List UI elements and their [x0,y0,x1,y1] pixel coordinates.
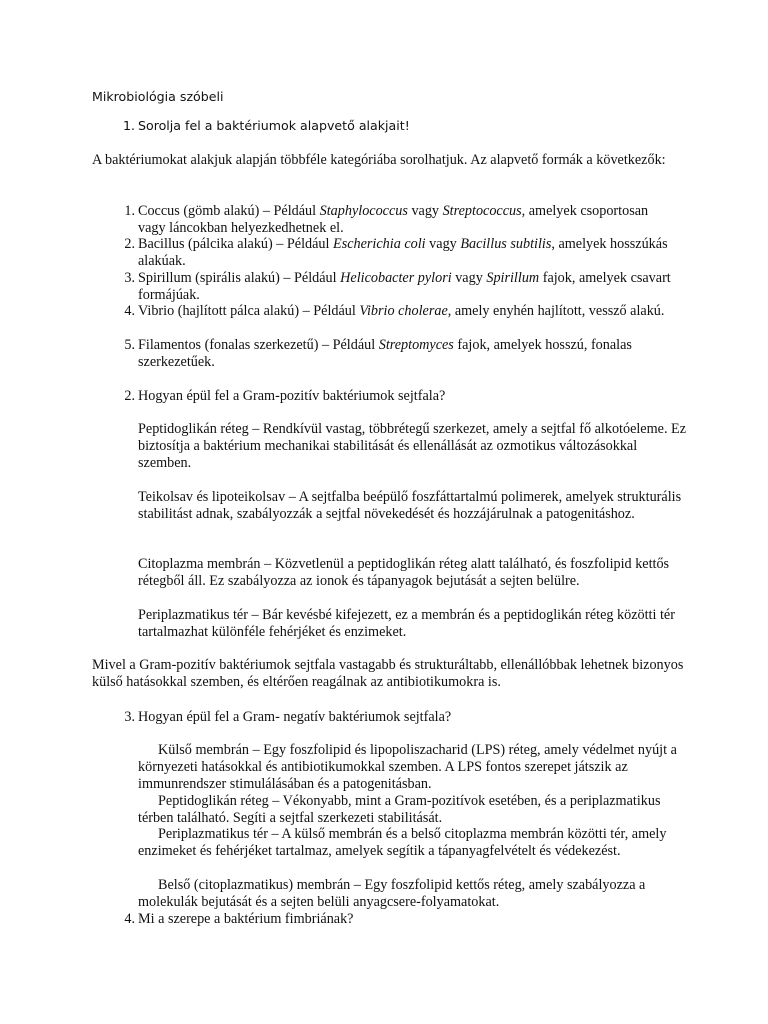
question-2-text: Hogyan épül fel a Gram-pozitív baktériumok sejtfala? [138,388,446,404]
gram-positive-summary: Mivel a Gram-pozitív baktériumok sejtfala vastagabb és strukturáltabb, ellenállóbbak lehetnek bizonyos külső hatásokkal szemben, és eltérően reagálnak az antibiotikumokra is. [92,657,684,690]
question-3-text: Hogyan épül fel a Gram- negatív baktériumok sejtfala? [138,709,452,725]
shape-3-number: 3. [124,270,135,286]
gram-positive-peptidoglycan: Peptidoglikán réteg – Rendkívül vastag, többrétegű szerkezet, amely a sejtfal fő alkotóeleme. Ez biztosítja a baktérium mechanikai stabilitását és ellenállását az ozmotikus változásokkal szemben. [138,421,686,471]
question-1-text: Sorolja fel a baktériumok alapvető alakjait! [138,118,410,133]
gram-negative-inner-membrane: Belső (citoplazmatikus) membrán – Egy foszfolipid kettős réteg, amely szabályozza a molekulák bejutását és a sejten belüli anyagcsere-folyamatokat. [138,877,646,910]
gram-negative-periplasmic-space: Periplazmatikus tér – A külső membrán és a belső citoplazma membrán közötti tér, amely enzimeket és fehérjéket tartalmaz, amelyek segítik a tápanyagfelvételt és védekezést. [138,826,667,859]
question-3-number: 3. [124,709,135,725]
gram-positive-periplasmic-space: Periplazmatikus tér – Bár kevésbé kifejezett, ez a membrán és a peptidoglikán réteg közötti tér tartalmazhat különféle fehérjéket és enzimeket. [138,607,675,640]
shape-5-item: Filamentos (fonalas szerkezetű) – Például Streptomyces fajok, amelyek hosszú, fonalas szerkezetűek. [138,337,632,370]
shape-3-item: Spirillum (spirális alakú) – Például Helicobacter pylori vagy Spirillum fajok, amelyek csavart formájúak. [138,270,671,303]
gram-negative-peptidoglycan: Peptidoglikán réteg – Vékonyabb, mint a Gram-pozitívok esetében, és a periplazmatikus térben található. Segíti a sejtfal szerkezeti stabilitását. [138,793,661,826]
intro-paragraph: A baktériumokat alakjuk alapján többféle kategóriába sorolhatjuk. Az alapvető formák a következők: [92,152,666,168]
gram-negative-outer-membrane: Külső membrán – Egy foszfolipid és lipopoliszacharid (LPS) réteg, amely védelmet nyújt a környezeti hatásokkal és antibiotikumokkal szemben. A LPS fontos szerepet játszik az immunrendszer stimulálásában és a patogenitásban. [138,742,677,792]
question-1-number: 1. [122,118,135,133]
question-2-number: 2. [124,388,135,404]
shape-5-number: 5. [124,337,135,353]
shape-4-number: 4. [124,303,135,319]
document-title: Mikrobiológia szóbeli [92,89,224,104]
question-4-text: Mi a szerepe a baktérium fimbriának? [138,911,354,927]
shape-1-number: 1. [124,203,135,219]
shape-2-item: Bacillus (pálcika alakú) – Például Escherichia coli vagy Bacillus subtilis, amelyek hosszúkás alakúak. [138,236,668,269]
shape-2-number: 2. [124,236,135,252]
shape-4-item: Vibrio (hajlított pálca alakú) – Például Vibrio cholerae, amely enyhén hajlított, vessző alakú. [138,303,665,319]
gram-positive-teichoic-acid: Teikolsav és lipoteikolsav – A sejtfalba beépülő foszfáttartalmú polimerek, amelyek strukturális stabilitást adnak, szabályozzák a sejtfal növekedését és hozzájárulnak a patogenitáshoz. [138,489,682,522]
gram-positive-cytoplasmic-membrane: Citoplazma membrán – Közvetlenül a peptidoglikán réteg alatt található, és foszfolipid kettős rétegből áll. Ez szabályozza az ionok és tápanyagok bejutását a sejten belülre. [138,556,670,589]
question-4-number: 4. [124,911,135,927]
shape-1-item: Coccus (gömb alakú) – Például Staphylococcus vagy Streptococcus, amelyek csoportosan vagy láncokban helyezkedhetnek el. [138,203,649,236]
